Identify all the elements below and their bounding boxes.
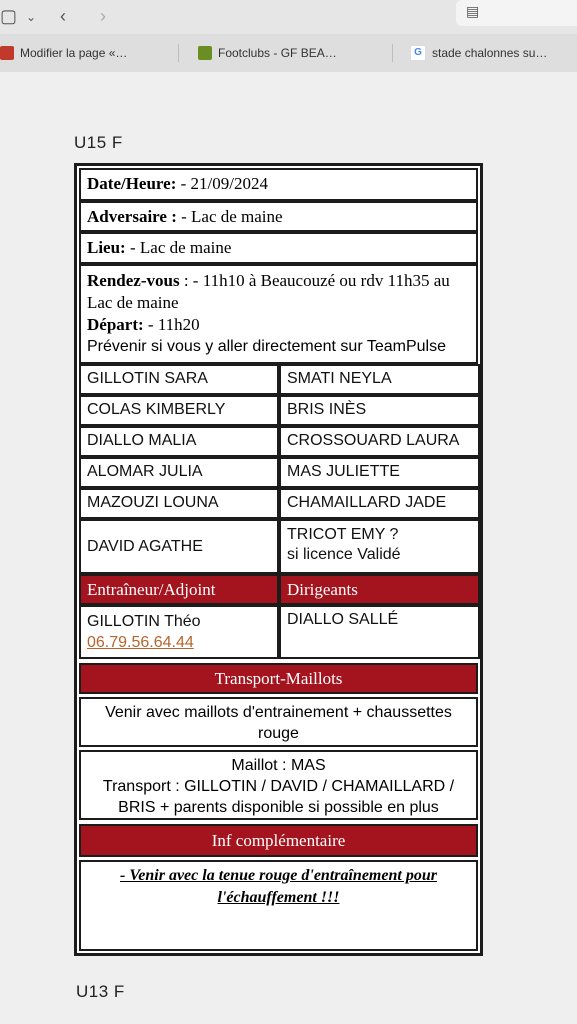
transport-text: Transport : GILLOTIN / DAVID / CHAMAILLARD / BRIS + parents disponible si possible en plus — [102, 778, 455, 816]
tab-label: stade chalonnes su… — [432, 46, 548, 60]
player-right-6-note: si licence Validé — [287, 546, 401, 563]
address-bar[interactable] — [456, 0, 577, 26]
player-right-2: BRIS INÈS — [279, 395, 480, 426]
adversaire-value: - Lac de maine — [176, 207, 283, 226]
match-card — [74, 163, 483, 956]
sidebar-toggle-icon[interactable]: ▢ — [0, 6, 18, 26]
depart-label: Départ: — [87, 315, 144, 334]
date-row — [79, 168, 478, 201]
adversaire-label: Adversaire : — [87, 207, 177, 226]
transport-line1: Venir avec maillots d'entrainement + chaussettes rouge — [79, 697, 478, 747]
player-left-1: GILLOTIN SARA — [79, 364, 279, 395]
tab-label: Modifier la page «… — [20, 46, 128, 60]
player-right-6-name: TRICOT EMY ? — [287, 526, 399, 543]
lieu-label: Lieu: — [87, 238, 126, 257]
lieu-value: - Lac de maine — [125, 238, 232, 257]
player-right-5: CHAMAILLARD JADE — [279, 488, 480, 519]
date-label: Date/Heure: — [87, 174, 177, 193]
tab-label: Footclubs - GF BEA… — [218, 46, 337, 60]
forward-arrow-icon[interactable]: › — [100, 6, 106, 26]
maillot-text: Maillot : MAS — [231, 757, 326, 774]
coach-header: Entraîneur/Adjoint — [79, 574, 279, 605]
player-right-6 — [279, 519, 480, 574]
back-arrow-icon[interactable]: ‹ — [60, 6, 66, 26]
rdv-value: : - 11h10 à Beaucouzé ou rdv 11h35 au Lac de maine — [87, 271, 450, 312]
rdv-label: Rendez-vous — [87, 271, 180, 290]
player-right-1: SMATI NEYLA — [279, 364, 480, 395]
wordpress-icon — [0, 46, 14, 60]
rendez-vous-row — [79, 264, 478, 364]
depart-value: - 11h20 — [143, 315, 200, 334]
coach-name: GILLOTIN Théo — [87, 613, 201, 630]
player-left-4: ALOMAR JULIA — [79, 457, 279, 488]
adversaire-row — [79, 201, 478, 232]
player-left-5: MAZOUZI LOUNA — [79, 488, 279, 519]
section-title-u13f: U13 F — [76, 982, 125, 1001]
prevenir-text: Prévenir si vous y aller directement sur TeamPulse — [87, 338, 446, 355]
tab-stade-chalonnes[interactable] — [410, 38, 577, 68]
info-text: - Venir avec la tenue rouge d'entraînement pour l'échauffement !!! — [79, 860, 478, 951]
info-header: Inf complémentaire — [79, 824, 478, 857]
dirigeants-header: Dirigeants — [279, 574, 480, 605]
tab-modifier-la-page[interactable] — [0, 38, 165, 68]
section-title-u15f: U15 F — [74, 133, 123, 152]
reader-icon[interactable]: ▤ — [466, 3, 480, 19]
lieu-row — [79, 232, 478, 264]
player-left-2: COLAS KIMBERLY — [79, 395, 279, 426]
player-right-4: MAS JULIETTE — [279, 457, 480, 488]
dirigeant-name: DIALLO SALLÉ — [279, 605, 480, 659]
tab-footclubs[interactable] — [198, 38, 378, 68]
player-left-6: DAVID AGATHE — [79, 519, 279, 574]
player-right-3: CROSSOUARD LAURA — [279, 426, 480, 457]
browser-toolbar — [0, 0, 577, 35]
chevron-down-icon[interactable]: ⌄ — [26, 10, 37, 24]
date-value: - 21/09/2024 — [176, 174, 268, 193]
transport-details — [79, 750, 478, 820]
footclubs-icon — [198, 46, 212, 60]
google-icon: G — [410, 45, 426, 61]
tab-bar — [0, 34, 577, 73]
transport-header: Transport-Maillots — [79, 663, 478, 694]
coach-phone-link[interactable]: 06.79.56.64.44 — [87, 634, 194, 651]
coach-cell — [79, 605, 279, 659]
player-left-3: DIALLO MALIA — [79, 426, 279, 457]
